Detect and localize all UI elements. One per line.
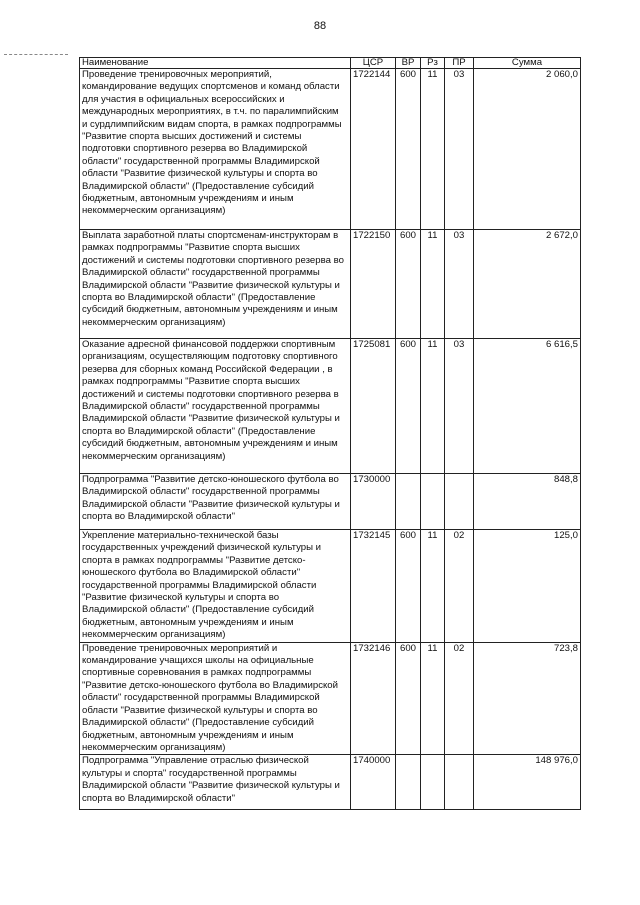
- row-name: Оказание адресной финансовой поддержки спортивным организациям, осуществляющим подготовку спортивного резерва для сборных команд Российской Федерации , в рамках подпрограммы "Развитие спорта высших достижений и системы подготовки спортивного резерва в Владимирской области" государственной программы Владимирской области "Развитие физической культуры и спорта во Владимирской области" (Предоставление субсидий бюджетным, автономным учреждениям и иным некоммерческим организациям): [80, 339, 351, 474]
- row-name: Проведение тренировочных мероприятий и командирование учащихся школы на официальные спортивные соревнования в рамках подпрограммы "Развитие детско-юношеского футбола во Владимирской области" государственной программы Владимирской области "Развитие физической культуры и спорта во Владимирской области" (Предоставление субсидий бюджетным, автономным учреждениям и иным некоммерческим организациям): [80, 642, 351, 755]
- row-vr: [396, 755, 421, 810]
- header-sum: Сумма: [474, 58, 581, 69]
- row-rz: 11: [421, 230, 445, 339]
- row-pr: 03: [445, 69, 474, 230]
- row-sum: 848,8: [474, 474, 581, 530]
- row-pr: [445, 474, 474, 530]
- header-pr: ПР: [445, 58, 474, 69]
- table-row: [80, 474, 581, 530]
- row-pr: [445, 755, 474, 810]
- table-row: [80, 642, 581, 755]
- row-pr: 02: [445, 642, 474, 755]
- header-name: Наименование: [80, 58, 351, 69]
- row-csr: 1730000: [351, 474, 396, 530]
- row-sum: 2 672,0: [474, 230, 581, 339]
- budget-table: [79, 57, 581, 810]
- page-number: 88: [313, 20, 327, 32]
- row-vr: 600: [396, 230, 421, 339]
- row-rz: 11: [421, 69, 445, 230]
- row-sum: 148 976,0: [474, 755, 581, 810]
- header-vr: ВР: [396, 58, 421, 69]
- table-row: [80, 230, 581, 339]
- row-sum: 2 060,0: [474, 69, 581, 230]
- header-rz: Рз: [421, 58, 445, 69]
- row-name: Проведение тренировочных мероприятий, командирование ведущих спортсменов и команд области для участия в официальных всероссийских и международных мероприятиях, в т.ч. по паралимпийским и сурдлимпийским видам спорта, в рамках подпрограммы "Развитие спорта высших достижений и системы подготовки спортивного резерва во Владимирской области" государственной программы Владимирской области "Развитие физической культуры и спорта во Владимирской области" (Предоставление субсидий бюджетным, автономным учреждениям и иным некоммерческим организациям): [80, 69, 351, 230]
- row-sum: 6 616,5: [474, 339, 581, 474]
- row-name: Выплата заработной платы спортсменам-инструкторам в рамках подпрограммы "Развитие спорта высших достижений и системы подготовки спортивного резерва во Владимирской области" государственной программы Владимирской области "Развитие физической культуры и спорта во Владимирской области" (Предоставление субсидий бюджетным, автономным учреждениям и иным некоммерческим организациям): [80, 230, 351, 339]
- row-vr: [396, 474, 421, 530]
- row-vr: 600: [396, 642, 421, 755]
- row-vr: 600: [396, 69, 421, 230]
- row-name: Подпрограмма "Управление отраслью физической культуры и спорта" государственной программы Владимирской области "Развитие физической культуры и спорта во Владимирской области": [80, 755, 351, 810]
- row-csr: 1732145: [351, 530, 396, 643]
- row-sum: 723,8: [474, 642, 581, 755]
- row-pr: 03: [445, 339, 474, 474]
- row-csr: 1722144: [351, 69, 396, 230]
- table-row: [80, 339, 581, 474]
- row-rz: [421, 755, 445, 810]
- table-row: [80, 530, 581, 643]
- row-sum: 125,0: [474, 530, 581, 643]
- table-row: [80, 69, 581, 230]
- row-rz: 11: [421, 339, 445, 474]
- table-header-row: [80, 58, 581, 69]
- header-csr: ЦСР: [351, 58, 396, 69]
- row-pr: 03: [445, 230, 474, 339]
- row-rz: 11: [421, 530, 445, 643]
- row-rz: 11: [421, 642, 445, 755]
- row-csr: 1732146: [351, 642, 396, 755]
- row-vr: 600: [396, 530, 421, 643]
- row-csr: 1725081: [351, 339, 396, 474]
- row-name: Укрепление материально-технической базы государственных учреждений физической культуры и спорта в рамках подпрограммы "Развитие детско- юношеского футбола во Владимирской области" государственной программы Владимирской области "Развитие физической культуры и спорта во Владимирской области" (Предоставление субсидий бюджетным, автономным учреждениям и иным некоммерческим организациям): [80, 530, 351, 643]
- row-pr: 02: [445, 530, 474, 643]
- table-row: [80, 755, 581, 810]
- row-rz: [421, 474, 445, 530]
- row-name: Подпрограмма "Развитие детско-юношеского футбола во Владимирской области" государственной программы Владимирской области "Развитие физической культуры и спорта во Владимирской области": [80, 474, 351, 530]
- row-vr: 600: [396, 339, 421, 474]
- row-csr: 1722150: [351, 230, 396, 339]
- row-csr: 1740000: [351, 755, 396, 810]
- scan-mark: [4, 54, 68, 55]
